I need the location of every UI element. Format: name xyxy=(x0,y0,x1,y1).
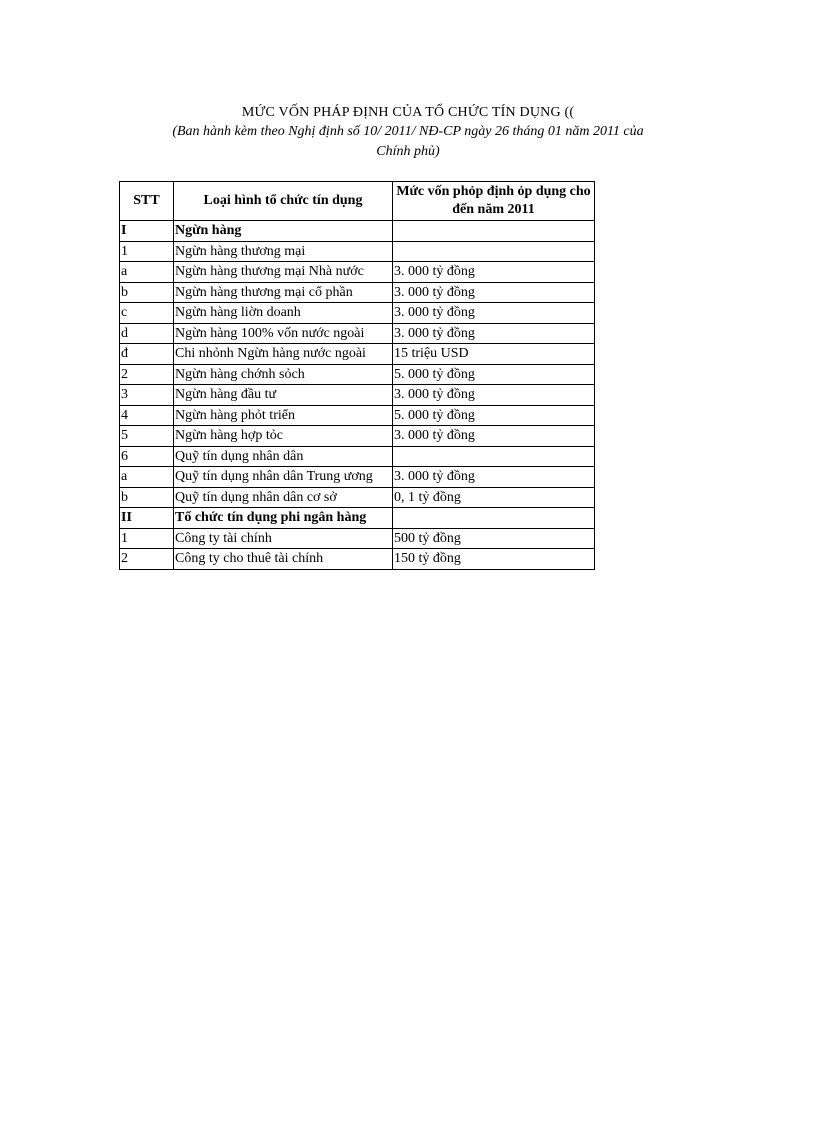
cell-capital: 150 tỷ đồng xyxy=(393,549,595,570)
cell-stt: b xyxy=(120,282,174,303)
header-legal-capital: Mức vốn phỏp định ỏp dụng cho đến năm 2011 xyxy=(393,182,595,221)
cell-type: Ngừn hàng chớnh sỏch xyxy=(174,364,393,385)
cell-capital xyxy=(393,221,595,242)
cell-capital: 3. 000 tỷ đồng xyxy=(393,323,595,344)
table-row xyxy=(120,426,595,447)
cell-type: Quỹ tín dụng nhân dân Trung ương xyxy=(174,467,393,488)
cell-stt: đ xyxy=(120,344,174,365)
legal-capital-table xyxy=(119,181,595,570)
cell-type: Quỹ tín dụng nhân dân cơ sở xyxy=(174,487,393,508)
cell-capital: 3. 000 tỷ đồng xyxy=(393,426,595,447)
cell-type: Ngừn hàng thương mại xyxy=(174,241,393,262)
document-title: MỨC VỐN PHÁP ĐỊNH CỦA TỔ CHỨC TÍN DỤNG (( xyxy=(241,105,575,120)
table-row xyxy=(120,262,595,283)
cell-type: Chi nhỏnh Ngừn hàng nước ngoài xyxy=(174,344,393,365)
cell-type: Công ty cho thuê tài chính xyxy=(174,549,393,570)
table-header-row xyxy=(120,182,595,221)
cell-type: Ngừn hàng hợp tỏc xyxy=(174,426,393,447)
table-row xyxy=(120,344,595,365)
cell-capital: 5. 000 tỷ đồng xyxy=(393,364,595,385)
table-row xyxy=(120,385,595,406)
cell-capital: 15 triệu USD xyxy=(393,344,595,365)
cell-stt: c xyxy=(120,303,174,324)
cell-type: Ngừn hàng 100% vốn nước ngoài xyxy=(174,323,393,344)
cell-stt: 5 xyxy=(120,426,174,447)
cell-stt: a xyxy=(120,262,174,283)
cell-type: Ngừn hàng thương mại Nhà nước xyxy=(174,262,393,283)
cell-stt: II xyxy=(120,508,174,529)
table-row xyxy=(120,446,595,467)
cell-stt: 3 xyxy=(120,385,174,406)
cell-capital: 3. 000 tỷ đồng xyxy=(393,282,595,303)
table-row xyxy=(120,364,595,385)
table-row xyxy=(120,303,595,324)
table-row xyxy=(120,528,595,549)
table-row xyxy=(120,241,595,262)
cell-capital: 5. 000 tỷ đồng xyxy=(393,405,595,426)
table-row xyxy=(120,405,595,426)
cell-stt: 1 xyxy=(120,528,174,549)
cell-capital xyxy=(393,508,595,529)
cell-stt: 2 xyxy=(120,549,174,570)
cell-type: Ngừn hàng phỏt triển xyxy=(174,405,393,426)
document-subtitle-line-1: (Ban hành kèm theo Nghị định số 10/ 2011/ NĐ-CP ngày 26 tháng 01 năm 2011 của xyxy=(172,124,644,139)
cell-capital xyxy=(393,241,595,262)
cell-stt: 4 xyxy=(120,405,174,426)
cell-capital: 3. 000 tỷ đồng xyxy=(393,303,595,324)
table-row xyxy=(120,467,595,488)
cell-capital xyxy=(393,446,595,467)
cell-stt: 2 xyxy=(120,364,174,385)
document-subtitle-line-2: Chính phủ) xyxy=(376,144,440,159)
cell-stt: a xyxy=(120,467,174,488)
cell-type: Ngừn hàng liờn doanh xyxy=(174,303,393,324)
cell-type: Ngừn hàng thương mại cổ phần xyxy=(174,282,393,303)
cell-stt: 1 xyxy=(120,241,174,262)
table-row xyxy=(120,323,595,344)
cell-capital: 3. 000 tỷ đồng xyxy=(393,385,595,406)
cell-type: Quỹ tín dụng nhân dân xyxy=(174,446,393,467)
cell-type: Ngừn hàng xyxy=(174,221,393,242)
table-row xyxy=(120,487,595,508)
cell-stt: I xyxy=(120,221,174,242)
table-row xyxy=(120,549,595,570)
cell-capital: 0, 1 tỷ đồng xyxy=(393,487,595,508)
table-row-group xyxy=(120,508,595,529)
table-row xyxy=(120,282,595,303)
cell-capital: 3. 000 tỷ đồng xyxy=(393,467,595,488)
cell-stt: b xyxy=(120,487,174,508)
cell-type: Công ty tài chính xyxy=(174,528,393,549)
title-block xyxy=(118,104,698,162)
header-stt: STT xyxy=(120,182,174,221)
table-row-group xyxy=(120,221,595,242)
cell-type: Ngừn hàng đầu tư xyxy=(174,385,393,406)
cell-capital: 3. 000 tỷ đồng xyxy=(393,262,595,283)
header-institution-type: Loại hình tổ chức tín dụng xyxy=(174,182,393,221)
cell-type: Tổ chức tín dụng phi ngân hàng xyxy=(174,508,393,529)
cell-capital: 500 tỷ đồng xyxy=(393,528,595,549)
cell-stt: d xyxy=(120,323,174,344)
cell-stt: 6 xyxy=(120,446,174,467)
